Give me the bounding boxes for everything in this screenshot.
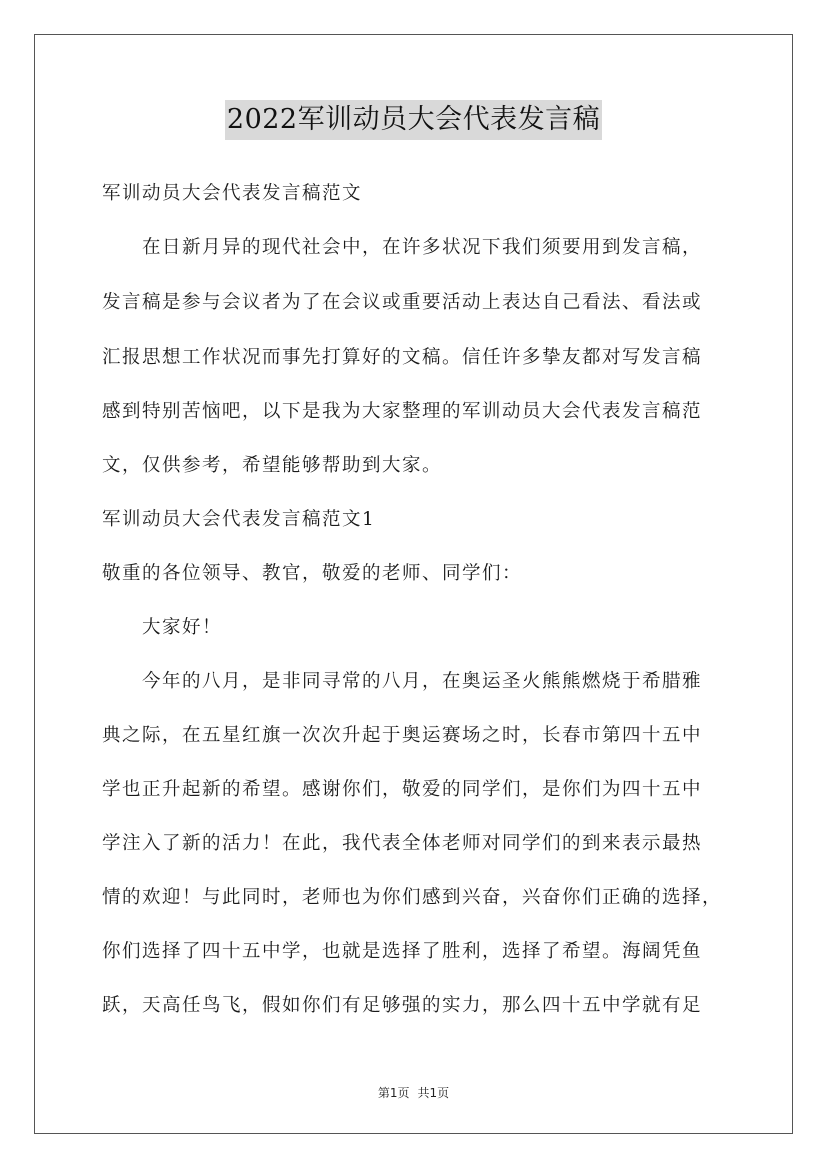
greeting: 大家好！ <box>142 617 223 638</box>
body-line: 学也正升起新的希望。感谢你们，敬爱的同学们，是你们为四十五中 <box>102 779 703 800</box>
page-total: 共1页 <box>417 1086 450 1100</box>
page-number: 第1页 <box>377 1086 410 1100</box>
title-container <box>0 100 827 140</box>
intro-line: 汇报思想工作状况而事先打算好的文稿。信任许多挚友都对写发言稿 <box>102 347 703 368</box>
intro-line: 发言稿是参与会议者为了在会议或重要活动上表达自己看法、看法或 <box>102 292 703 313</box>
body-line: 跃，天高任鸟飞，假如你们有足够强的实力，那么四十五中学就有足 <box>102 995 703 1016</box>
salutation: 敬重的各位领导、教官，敬爱的老师、同学们： <box>102 563 523 584</box>
intro-line: 在日新月异的现代社会中，在许多状况下我们须要用到发言稿， <box>142 237 703 258</box>
section-heading: 军训动员大会代表发言稿范文1 <box>102 509 376 530</box>
body-line: 今年的八月，是非同寻常的八月，在奥运圣火熊熊燃烧于希腊雅 <box>142 671 703 692</box>
body-line: 情的欢迎！与此同时，老师也为你们感到兴奋，兴奋你们正确的选择， <box>102 887 723 908</box>
body-line: 学注入了新的活力！在此，我代表全体老师对同学们的到来表示最热 <box>102 833 703 854</box>
body-line: 你们选择了四十五中学，也就是选择了胜利，选择了希望。海阔凭鱼 <box>102 941 703 962</box>
document-subtitle: 军训动员大会代表发言稿范文 <box>102 183 363 204</box>
body-line: 典之际，在五星红旗一次次升起于奥运赛场之时，长春市第四十五中 <box>102 725 703 746</box>
document-title: 2022军训动员大会代表发言稿 <box>225 100 602 140</box>
intro-line: 感到特别苦恼吧，以下是我为大家整理的军训动员大会代表发言稿范 <box>102 401 703 422</box>
page-footer <box>0 1085 827 1101</box>
intro-line: 文，仅供参考，希望能够帮助到大家。 <box>102 455 443 476</box>
